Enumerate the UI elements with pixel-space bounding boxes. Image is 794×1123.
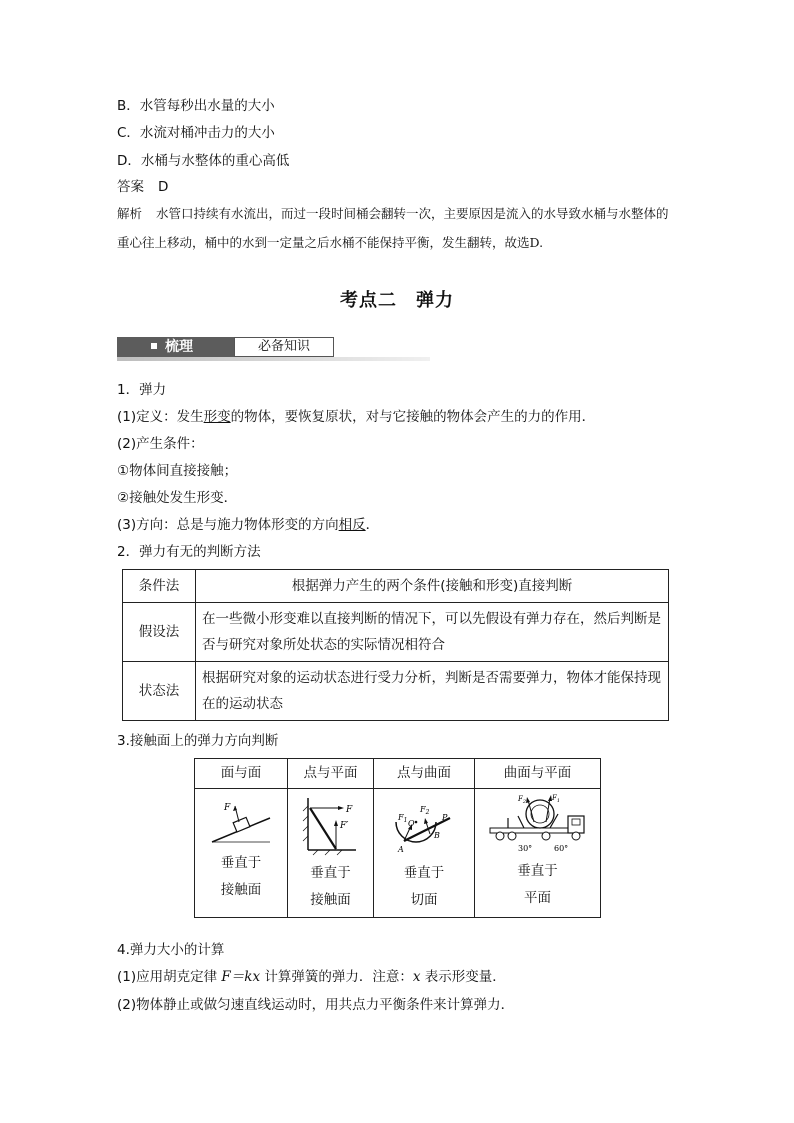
table-row: [123, 570, 669, 603]
cell-point-plane: [288, 789, 374, 918]
svg-text:A: A: [398, 845, 404, 854]
table-row: [123, 662, 669, 721]
caption: 垂直于: [403, 865, 445, 881]
svg-text:F: F: [345, 805, 352, 815]
svg-text:O: O: [408, 819, 415, 828]
caption: 垂直于: [220, 855, 262, 871]
option-c: C．水流对桶冲击力的大小: [117, 125, 275, 141]
svg-text:60°: 60°: [553, 844, 568, 853]
answer-line: [117, 177, 168, 197]
banner-stripe: [117, 357, 430, 361]
s1-condition-2: ②接触处发生形变．: [117, 490, 238, 506]
col-head-curve-plane: 曲面与平面: [475, 759, 601, 789]
section-banner: [117, 337, 430, 361]
caption: 接触面: [310, 892, 351, 908]
svg-text:F1: $F_1$: [398, 813, 408, 824]
caption: 平面: [524, 890, 551, 906]
method-cell: 状态法: [123, 662, 196, 721]
caption: 接触面: [220, 882, 262, 898]
cell-point-curve: [374, 789, 475, 918]
s1-direction: (3)方向：总是与施力物体形变的方向相反．: [117, 517, 380, 533]
banner-sub: 必备知识: [234, 337, 334, 357]
desc-cell: 根据研究对象的运动状态进行受力分析，判断是否需要弹力，物体才能保持现在的运动状态: [196, 662, 669, 721]
banner-main: 梳理: [117, 337, 234, 357]
s4-heading: 4.弹力大小的计算: [117, 942, 225, 958]
cell-face: [195, 789, 288, 918]
col-head-point-curve: 点与曲面: [374, 759, 475, 789]
caption: 切面: [410, 892, 438, 908]
s1-condition: (2)产生条件：: [117, 436, 204, 452]
cell-curve-plane: [475, 789, 601, 918]
svg-text:F′: F′: [339, 821, 348, 831]
caption: 垂直于: [310, 865, 351, 881]
table-row: [123, 603, 669, 662]
s2-heading: 2．弹力有无的判断方法: [117, 544, 261, 560]
col-head-point-plane: 点与平面: [288, 759, 374, 789]
option-b: B．水管每秒出水量的大小: [117, 98, 275, 114]
s4-line-2: (2)物体静止或做匀速直线运动时，用共点力平衡条件来计算弹力．: [117, 997, 515, 1013]
caption: 垂直于: [517, 863, 558, 879]
svg-text:F2: $F_2$: [420, 805, 430, 816]
desc-cell: 在一些微小形变难以直接判断的情况下，可以先假设有弹力存在，然后判断是否与研究对象所处状态的实际情况相符合: [196, 603, 669, 662]
judgement-table: [122, 569, 669, 721]
svg-text:F: F: [224, 803, 231, 813]
svg-text:B: B: [434, 831, 440, 840]
col-head-face: 面与面: [195, 759, 288, 789]
analysis-paragraph: [117, 199, 677, 257]
section-title: 考点二 弹力: [340, 290, 454, 311]
s4-line-1: (1)应用胡克定律 F＝kx 计算弹簧的弹力．注意：x 表示形变量．: [117, 969, 506, 985]
svg-text:30°: 30°: [517, 844, 532, 853]
rod-in-bowl-figure: [384, 796, 464, 856]
svg-text:F2: $F_2$: [517, 795, 526, 805]
square-bullet-icon: [151, 343, 157, 349]
svg-text:F1: $F_1$: [551, 794, 560, 804]
answer-value: D: [158, 179, 169, 195]
desc-cell: 根据弹力产生的两个条件(接触和形变)直接判断: [196, 570, 669, 603]
direction-table: [194, 758, 601, 918]
method-cell: 条件法: [123, 570, 196, 603]
answer-label: 答案: [117, 179, 144, 195]
s1-condition-1: ①物体间直接接触；: [117, 463, 238, 479]
option-d: D．水桶与水整体的重心高低: [117, 153, 290, 169]
table-row: [195, 789, 601, 918]
s1-heading: 1．弹力: [117, 382, 167, 398]
incline-block-figure: [206, 798, 276, 846]
svg-text:P: P: [442, 813, 448, 822]
truck-cylinder-figure: [484, 792, 592, 854]
s3-heading: 3.接触面上的弹力方向判断: [117, 733, 279, 749]
method-cell: 假设法: [123, 603, 196, 662]
rod-corner-figure: [296, 792, 366, 856]
analysis-text: 水管口持续有水流出，而过一段时间桶会翻转一次，主要原因是流入的水导致水桶与水整体的重心往上移动，桶中的水到一定量之后水桶不能保持平衡，发生翻转，故选D.: [117, 206, 669, 250]
analysis-label: 解析: [117, 206, 143, 221]
table-row: [195, 759, 601, 789]
s1-definition: (1)定义：发生形变的物体，要恢复原状，对与它接触的物体会产生的力的作用．: [117, 409, 596, 425]
